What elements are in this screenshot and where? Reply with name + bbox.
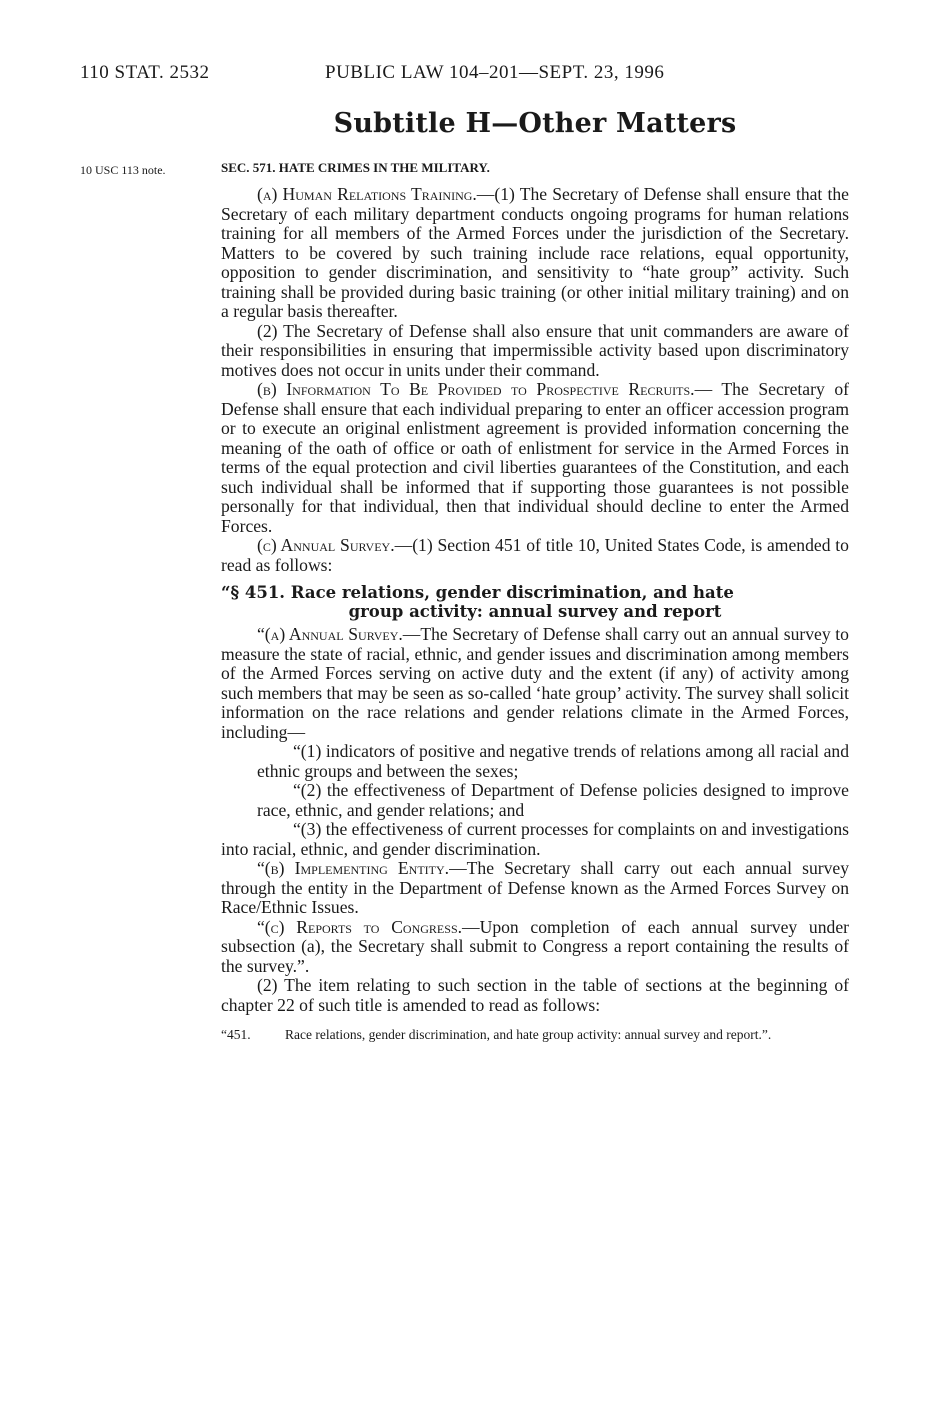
section-451-a-text: —The Secretary of Defense shall carry out an annual survey to measure the state of racial, ethnic, and gender issues and discrimination among members of the Armed Forces serving on active duty and the extent (if any) of activity among such members that may be seen as so-called ‘hate group’ activity. The survey shall solicit information on the race relations and gender relations climate in the Armed Forces, including— xyxy=(221,624,849,742)
paragraph-451-a-item-1: “(1) indicators of positive and negative trends of relations among all racial and ethnic groups and between the sexes; xyxy=(257,741,849,781)
section-451-heading-line1: “§ 451. Race relations, gender discrimination, and hate xyxy=(221,583,734,602)
paragraph-451-b xyxy=(221,859,849,918)
section-451-b-text: —The Secretary shall carry out each annual survey through the entity in the Department of Defense known as the Armed Forces Survey on Race/Ethnic Issues. xyxy=(221,858,849,917)
statute-page-number: 110 STAT. 2532 xyxy=(80,62,210,83)
paragraph-451-a-item-2: “(2) the effectiveness of Department of Defense policies designed to improve race, ethnic, and gender relations; and xyxy=(257,780,849,820)
paragraph-c-2: (2) The item relating to such section in the table of sections at the beginning of chapter 22 of such title is amended to read as follows: xyxy=(221,975,849,1015)
section-451-b-heading: “(b) Implementing Entity. xyxy=(257,858,450,878)
section-heading: SEC. 571. HATE CRIMES IN THE MILITARY. xyxy=(221,160,490,175)
document-body xyxy=(221,160,849,1043)
section-451-heading-line2: group activity: annual survey and report xyxy=(348,602,722,621)
subsection-a-heading: (a) Human Relations Training. xyxy=(257,184,477,204)
subsection-c-heading: (c) Annual Survey. xyxy=(257,535,395,555)
public-law-citation: PUBLIC LAW 104–201—SEPT. 23, 1996 xyxy=(325,62,665,83)
subsection-a-text: —(1) The Secretary of Defense shall ensure that the Secretary of each military department conducts ongoing programs for human relations training for all members of the Armed Forces under the jurisdiction of the Secretary. Matters to be covered by such training include race relations, equal opportunity, opposition to gender discrimination, and sensitivity to “hate group” activity. Such training shall be provided during basic training (or other initial military training) and on a regular basis thereafter. xyxy=(221,184,849,321)
paragraph-b xyxy=(221,380,849,536)
paragraph-a-1 xyxy=(221,185,849,322)
paragraph-451-c xyxy=(221,918,849,977)
subtitle-heading: Subtitle H—Other Matters xyxy=(333,108,737,139)
subsection-b-text: — The Secretary of Defense shall ensure that each individual preparing to enter an officer accession program or to execute an original enlistment agreement is provided information concerning the meaning of the oath of office or oath of enlistment for service in the Armed Forces in terms of the equal protection and civil liberties guarantees of the Constitution, and each such individual shall be informed that if supporting those guarantees is not possible personally for that individual, then that individual should decline to enter the Armed Forces. xyxy=(221,379,850,536)
table-item-number: “451. xyxy=(221,1027,251,1042)
paragraph-451-a xyxy=(221,625,849,742)
paragraph-c-1 xyxy=(221,536,849,575)
section-451-c-heading: “(c) Reports to Congress. xyxy=(257,916,463,937)
subsection-b-heading: (b) Information To Be Provided to Prospective Recruits. xyxy=(257,379,695,399)
margin-note: 10 USC 113 note. xyxy=(80,163,166,177)
section-451-a-heading: “(a) Annual Survey. xyxy=(257,624,403,644)
section-451-c-text: —Upon completion of each annual survey under subsection (a), the Secretary shall submit to Congress a report containing the results of the survey.”. xyxy=(221,916,849,976)
paragraph-451-a-item-3: “(3) the effectiveness of current processes for complaints on and investigations into racial, ethnic, and gender discrimination. xyxy=(221,819,849,859)
paragraph-a-2: (2) The Secretary of Defense shall also ensure that unit commanders are aware of their responsibilities in ensuring that impermissible activity based upon discriminatory motives does not occur in units under their command. xyxy=(221,320,849,380)
table-item-text: Race relations, gender discrimination, and hate group activity: annual survey and report.”. xyxy=(285,1027,772,1042)
table-of-sections-item xyxy=(221,1027,849,1043)
section-451-heading xyxy=(221,583,849,621)
subsection-c-text: —(1) Section 451 of title 10, United States Code, is amended to read as follows: xyxy=(221,535,849,575)
